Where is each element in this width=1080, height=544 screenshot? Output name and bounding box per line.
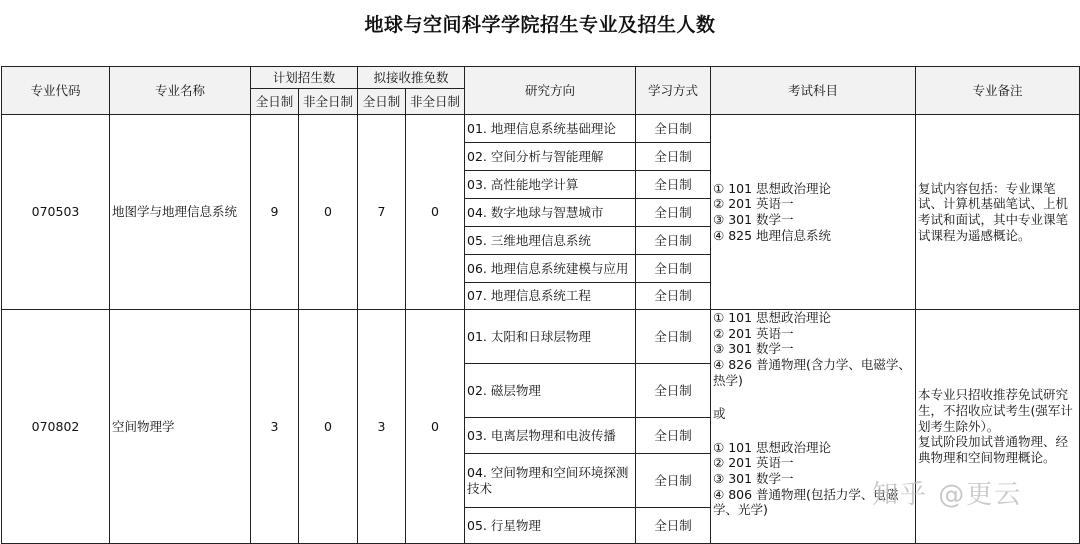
plan-fulltime: 9 xyxy=(251,115,299,310)
exam-line: ② 201 英语一 xyxy=(713,325,794,341)
study-mode: 全日制 xyxy=(636,454,711,508)
header-plan-parttime: 非全日制 xyxy=(299,89,358,115)
study-mode: 全日制 xyxy=(636,364,711,418)
study-mode: 全日制 xyxy=(636,199,711,227)
note-text: 复试阶段加试普通物理、经典物理和空间物理概论。 xyxy=(918,434,1069,465)
plan-fulltime: 3 xyxy=(251,310,299,544)
exam-line: ② 201 英语一 xyxy=(713,455,794,471)
study-mode: 全日制 xyxy=(636,171,711,199)
exam-line: ② 201 英语一 xyxy=(713,196,794,212)
header-recommend: 拟接收推免数 xyxy=(358,67,465,89)
direction: 05. 行星物理 xyxy=(465,508,636,544)
exam-subjects xyxy=(711,115,916,310)
header-rec-fulltime: 全日制 xyxy=(358,89,406,115)
major-code: 070503 xyxy=(2,115,110,310)
header-direction: 研究方向 xyxy=(465,67,636,115)
header-exam: 考试科目 xyxy=(711,67,916,115)
rec-fulltime: 3 xyxy=(358,310,406,544)
direction: 04. 空间物理和空间环境探测技术 xyxy=(465,454,636,508)
header-note: 专业备注 xyxy=(916,67,1080,115)
exam-line: ③ 301 数学一 xyxy=(713,341,794,357)
study-mode: 全日制 xyxy=(636,310,711,364)
table-row xyxy=(2,310,1080,364)
direction: 03. 电离层物理和电波传播 xyxy=(465,418,636,454)
header-plan: 计划招生数 xyxy=(251,67,358,89)
study-mode: 全日制 xyxy=(636,115,711,143)
header-code: 专业代码 xyxy=(2,67,110,115)
direction: 02. 空间分析与智能理解 xyxy=(465,143,636,171)
direction: 05. 三维地理信息系统 xyxy=(465,227,636,255)
exam-line: 或 xyxy=(713,406,726,422)
rec-fulltime: 7 xyxy=(358,115,406,310)
exam-line: ① 101 思想政治理论 xyxy=(713,310,832,325)
plan-parttime: 0 xyxy=(299,310,358,544)
plan-parttime: 0 xyxy=(299,115,358,310)
major-name: 地图学与地理信息系统 xyxy=(110,115,251,310)
exam-subjects xyxy=(711,310,916,544)
watermark-text: 知乎 @更云 xyxy=(872,480,1023,510)
direction: 03. 高性能地学计算 xyxy=(465,171,636,199)
rec-parttime: 0 xyxy=(406,115,465,310)
header-rec-parttime: 非全日制 xyxy=(406,89,465,115)
direction: 01. 地理信息系统基础理论 xyxy=(465,115,636,143)
exam-line: ① 101 思想政治理论 xyxy=(713,180,832,196)
direction: 07. 地理信息系统工程 xyxy=(465,283,636,310)
study-mode: 全日制 xyxy=(636,227,711,255)
major-note xyxy=(916,115,1080,310)
exam-line: ③ 301 数学一 xyxy=(713,212,794,227)
page-title: 地球与空间科学学院招生专业及招生人数 xyxy=(364,14,716,36)
study-mode: 全日制 xyxy=(636,283,711,310)
header-name: 专业名称 xyxy=(110,67,251,115)
study-mode: 全日制 xyxy=(636,508,711,544)
header-plan-fulltime: 全日制 xyxy=(251,89,299,115)
exam-line: ① 101 思想政治理论 xyxy=(713,439,832,455)
table-row xyxy=(2,115,1080,143)
exam-spacer xyxy=(713,422,913,440)
study-mode: 全日制 xyxy=(636,255,711,283)
note-text: 本专业只招收推荐免试研究生，不招收应试考生(强军计划考生除外）。 xyxy=(918,387,1073,434)
exam-line: ③ 301 数学一 xyxy=(713,471,794,486)
study-mode: 全日制 xyxy=(636,418,711,454)
exam-line: ④ 825 地理信息系统 xyxy=(713,227,832,243)
header-mode: 学习方式 xyxy=(636,67,711,115)
exam-line: ④ 806 普通物理(包括力学、电磁学、光学) xyxy=(713,486,899,518)
rec-parttime: 0 xyxy=(406,310,465,544)
major-name: 空间物理学 xyxy=(110,310,251,544)
direction: 04. 数字地球与智慧城市 xyxy=(465,199,636,227)
exam-spacer xyxy=(713,388,913,406)
direction: 06. 地理信息系统建模与应用 xyxy=(465,255,636,283)
direction: 02. 磁层物理 xyxy=(465,364,636,418)
note-text: 复试内容包括：专业课笔试、计算机基础笔试、上机考试和面试，其中专业课笔试课程为遥感概论。 xyxy=(918,180,1069,243)
major-code: 070802 xyxy=(2,310,110,544)
direction: 01. 太阳和日球层物理 xyxy=(465,310,636,364)
admissions-table xyxy=(1,66,1080,544)
major-note xyxy=(916,310,1080,544)
study-mode: 全日制 xyxy=(636,143,711,171)
exam-line: ④ 826 普通物理(含力学、电磁学、热学) xyxy=(713,356,911,388)
